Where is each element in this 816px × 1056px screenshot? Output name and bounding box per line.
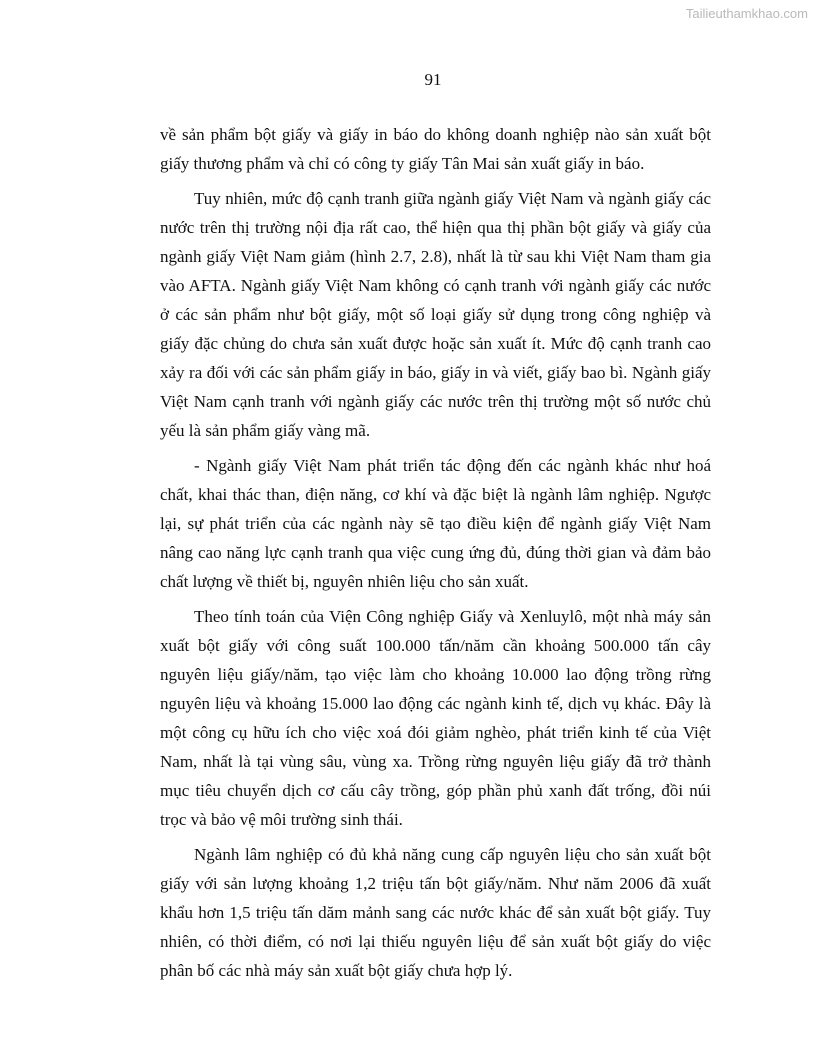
watermark-text: Tailieuthamkhao.com (685, 6, 808, 21)
paragraph: về sản phẩm bột giấy và giấy in báo do không doanh nghiệp nào sản xuất bột giấy thương phẩm và chỉ có công ty giấy Tân Mai sản xuất giấy in báo. (160, 125, 711, 173)
paragraph: Theo tính toán của Viện Công nghiệp Giấy và Xenluylô, một nhà máy sản xuất bột giấy với công suất 100.000 tấn/năm cần khoảng 500.000 tấn cây nguyên liệu giấy/năm, tạo việc làm cho khoảng 10.000 lao động trồng rừng nguyên liệu và khoảng 15.000 lao động các ngành kinh tế, dịch vụ khác. Đây là một công cụ hữu ích cho việc xoá đói giảm nghèo, phát triển kinh tế của Việt Nam, nhất là tại vùng sâu, vùng xa. Trồng rừng nguyên liệu giấy đã trở thành mục tiêu chuyển dịch cơ cấu cây trồng, góp phần phủ xanh đất trống, đồi núi trọc và bảo vệ môi trường sinh thái. (160, 607, 711, 829)
page-number: 91 (424, 70, 442, 89)
document-body (160, 120, 711, 991)
paragraph: Ngành lâm nghiệp có đủ khả năng cung cấp nguyên liệu cho sản xuất bột giấy với sản lượng khoảng 1,2 triệu tấn bột giấy/năm. Như năm 2006 đã xuất khẩu hơn 1,5 triệu tấn dăm mảnh sang các nước khác để sản xuất bột giấy. Tuy nhiên, có thời điểm, có nơi lại thiếu nguyên liệu để sản xuất bột giấy do việc phân bố các nhà máy sản xuất bột giấy chưa hợp lý. (160, 845, 711, 980)
paragraph: Tuy nhiên, mức độ cạnh tranh giữa ngành giấy Việt Nam và ngành giấy các nước trên thị trường nội địa rất cao, thể hiện qua thị phần bột giấy và giấy của ngành giấy Việt Nam giảm (hình 2.7, 2.8), nhất là từ sau khi Việt Nam tham gia vào AFTA. Ngành giấy Việt Nam không có cạnh tranh với ngành giấy các nước ở các sản phẩm như bột giấy, một số loại giấy sử dụng trong công nghiệp và giấy đặc chủng do chưa sản xuất được hoặc sản xuất ít. Mức độ cạnh tranh cao xảy ra đối với các sản phẩm giấy in báo, giấy in và viết, giấy bao bì. Ngành giấy Việt Nam cạnh tranh với ngành giấy các nước trên thị trường một số nước chủ yếu là sản phẩm giấy vàng mã. (160, 189, 711, 440)
paragraph: - Ngành giấy Việt Nam phát triển tác động đến các ngành khác như hoá chất, khai thác than, điện năng, cơ khí và đặc biệt là ngành lâm nghiệp. Ngược lại, sự phát triển của các ngành này sẽ tạo điều kiện để ngành giấy Việt Nam nâng cao năng lực cạnh tranh qua việc cung ứng đủ, đúng thời gian và đảm bảo chất lượng về thiết bị, nguyên nhiên liệu cho sản xuất. (160, 456, 711, 591)
